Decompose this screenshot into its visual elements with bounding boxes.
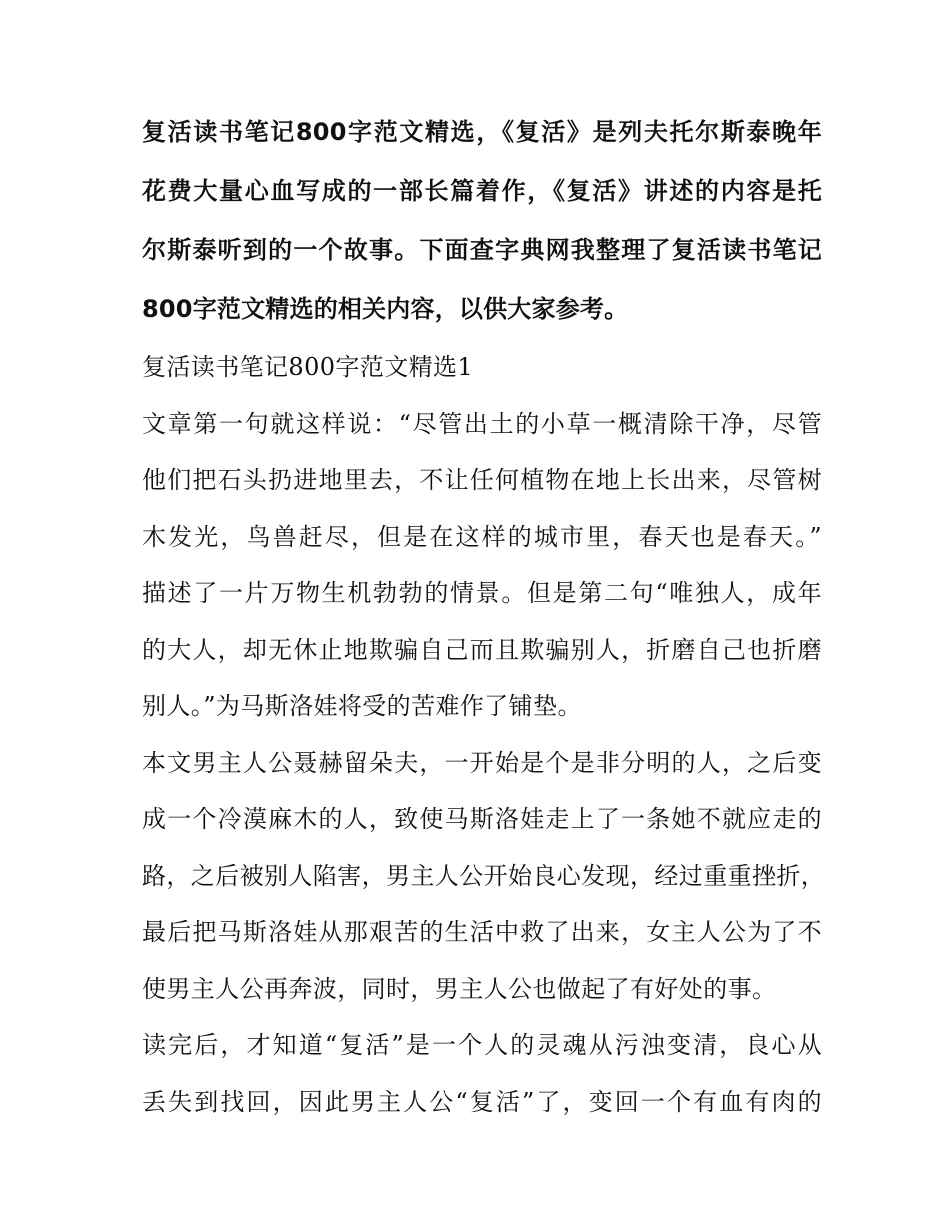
paragraph-line: 读完后，才知道“复活”是一个人的灵魂从污浊变清，良心从 — [142, 1031, 822, 1059]
paragraph — [142, 1017, 822, 1130]
paragraph-line: 描述了一片万物生机勃勃的情景。但是第二句“唯独人，成年 — [142, 579, 822, 607]
paragraph-line: 的大人，却无休止地欺骗自己而且欺骗别人，折磨自己也折磨 — [142, 635, 822, 664]
intro-line: 尔斯泰听到的一个故事。下面查字典网我整理了复活读书笔记 — [142, 236, 822, 264]
paragraph-line: 丢失到找回，因此男主人公“复活”了，变回一个有血有肉的 — [142, 1087, 822, 1116]
intro-paragraph — [142, 103, 822, 339]
document-page — [142, 103, 826, 1130]
paragraph-line: 木发光，鸟兽赶尽，但是在这样的城市里，春天也是春天。” — [142, 522, 822, 551]
article-body — [142, 339, 826, 1130]
paragraph-line: 成一个冷漠麻木的人，致使马斯洛娃走上了一条她不就应走的 — [142, 805, 822, 833]
section-heading: 复活读书笔记800字范文精选1 — [142, 353, 474, 381]
intro-line: 花费大量心血写成的一部长篇着作，《复活》讲述的内容是托 — [142, 177, 822, 205]
paragraph-line: 他们把石头扔进地里去，不让任何植物在地上长出来，尽管树 — [142, 466, 822, 494]
intro-line: 800字范文精选的相关内容，以供大家参考。 — [142, 295, 629, 323]
paragraph-line: 路，之后被别人陷害，男主人公开始良心发现，经过重重挫折， — [142, 861, 826, 890]
paragraph-line: 本文男主人公聂赫留朵夫，一开始是个是非分明的人，之后变 — [142, 748, 822, 777]
intro-line: 复活读书笔记800字范文精选，《复活》是列夫托尔斯泰晚年 — [142, 118, 822, 146]
paragraph-line: 别人。”为马斯洛娃将受的苦难作了铺垫。 — [142, 692, 582, 720]
paragraph — [142, 396, 822, 735]
paragraph-line: 文章第一句就这样说：“尽管出土的小草一概清除干净，尽管 — [142, 409, 822, 438]
paragraph-line: 最后把马斯洛娃从那艰苦的生活中救了出来，女主人公为了不 — [142, 918, 822, 946]
paragraph-line: 使男主人公再奔波，同时，男主人公也做起了有好处的事。 — [142, 974, 777, 1003]
paragraph — [142, 735, 826, 1018]
